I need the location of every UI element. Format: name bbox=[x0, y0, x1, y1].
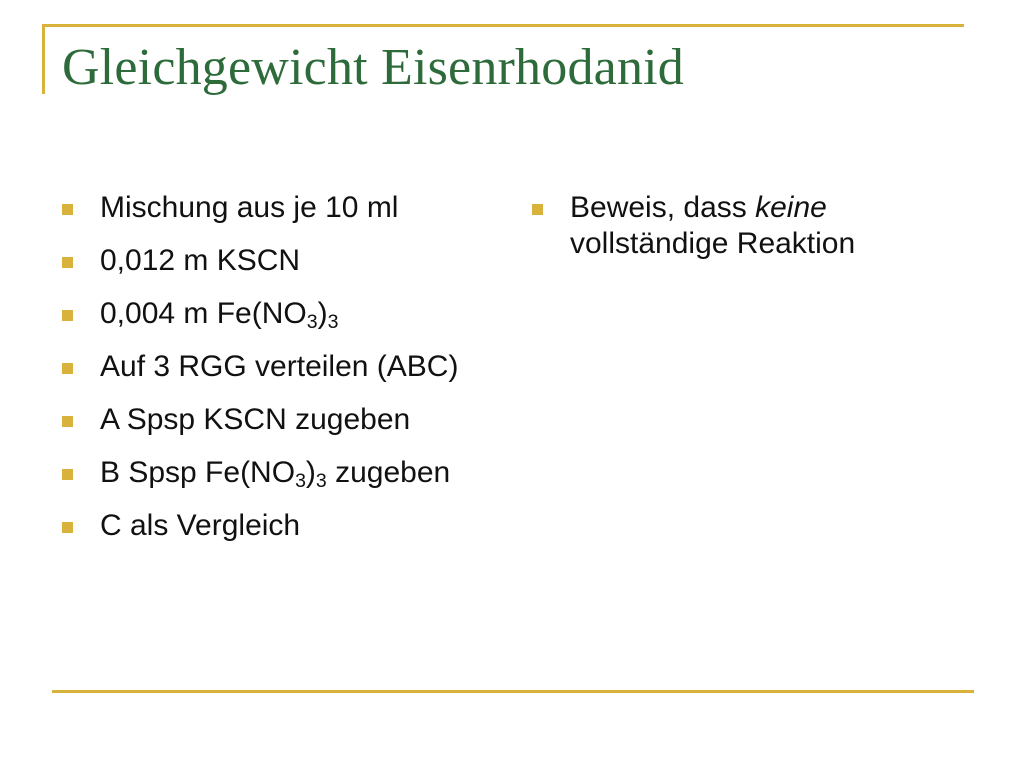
right-column bbox=[532, 190, 952, 279]
slide-title: Gleichgewicht Eisenrhodanid bbox=[62, 39, 684, 96]
list-item-text: C als Vergleich bbox=[100, 509, 301, 542]
left-column bbox=[62, 190, 502, 561]
list-item bbox=[62, 402, 502, 438]
square-bullet-icon bbox=[62, 416, 73, 427]
bottom-rule bbox=[52, 690, 974, 693]
list-item bbox=[62, 243, 502, 279]
square-bullet-icon bbox=[62, 469, 73, 480]
square-bullet-icon bbox=[62, 204, 73, 215]
list-item-text: 0,004 m $Fe(NO_3)_3$ bbox=[100, 297, 339, 333]
square-bullet-icon bbox=[62, 310, 73, 321]
list-item bbox=[62, 508, 502, 544]
list-item bbox=[62, 190, 502, 226]
list-item bbox=[62, 349, 502, 385]
left-rule bbox=[42, 24, 45, 94]
list-item-text: 0,012 m KSCN bbox=[100, 244, 301, 277]
list-item bbox=[532, 190, 952, 262]
square-bullet-icon bbox=[62, 363, 73, 374]
list-item-text: Mischung aus je 10 ml bbox=[100, 191, 399, 224]
list-item-text: Auf 3 RGG verteilen (ABC) bbox=[100, 350, 459, 383]
square-bullet-icon bbox=[62, 522, 73, 533]
left-bullet-list bbox=[62, 190, 502, 544]
right-bullet-list bbox=[532, 190, 952, 262]
square-bullet-icon bbox=[62, 257, 73, 268]
top-rule bbox=[42, 24, 964, 27]
list-item-text: A Spsp KSCN zugeben bbox=[100, 403, 411, 436]
list-item-text: Beweis, dass keine vollständige Reaktion bbox=[570, 191, 856, 260]
list-item-text: B Spsp $Fe(NO_3)_3$ zugeben bbox=[100, 456, 451, 492]
list-item bbox=[62, 296, 502, 332]
list-item bbox=[62, 455, 502, 491]
square-bullet-icon bbox=[532, 204, 543, 215]
